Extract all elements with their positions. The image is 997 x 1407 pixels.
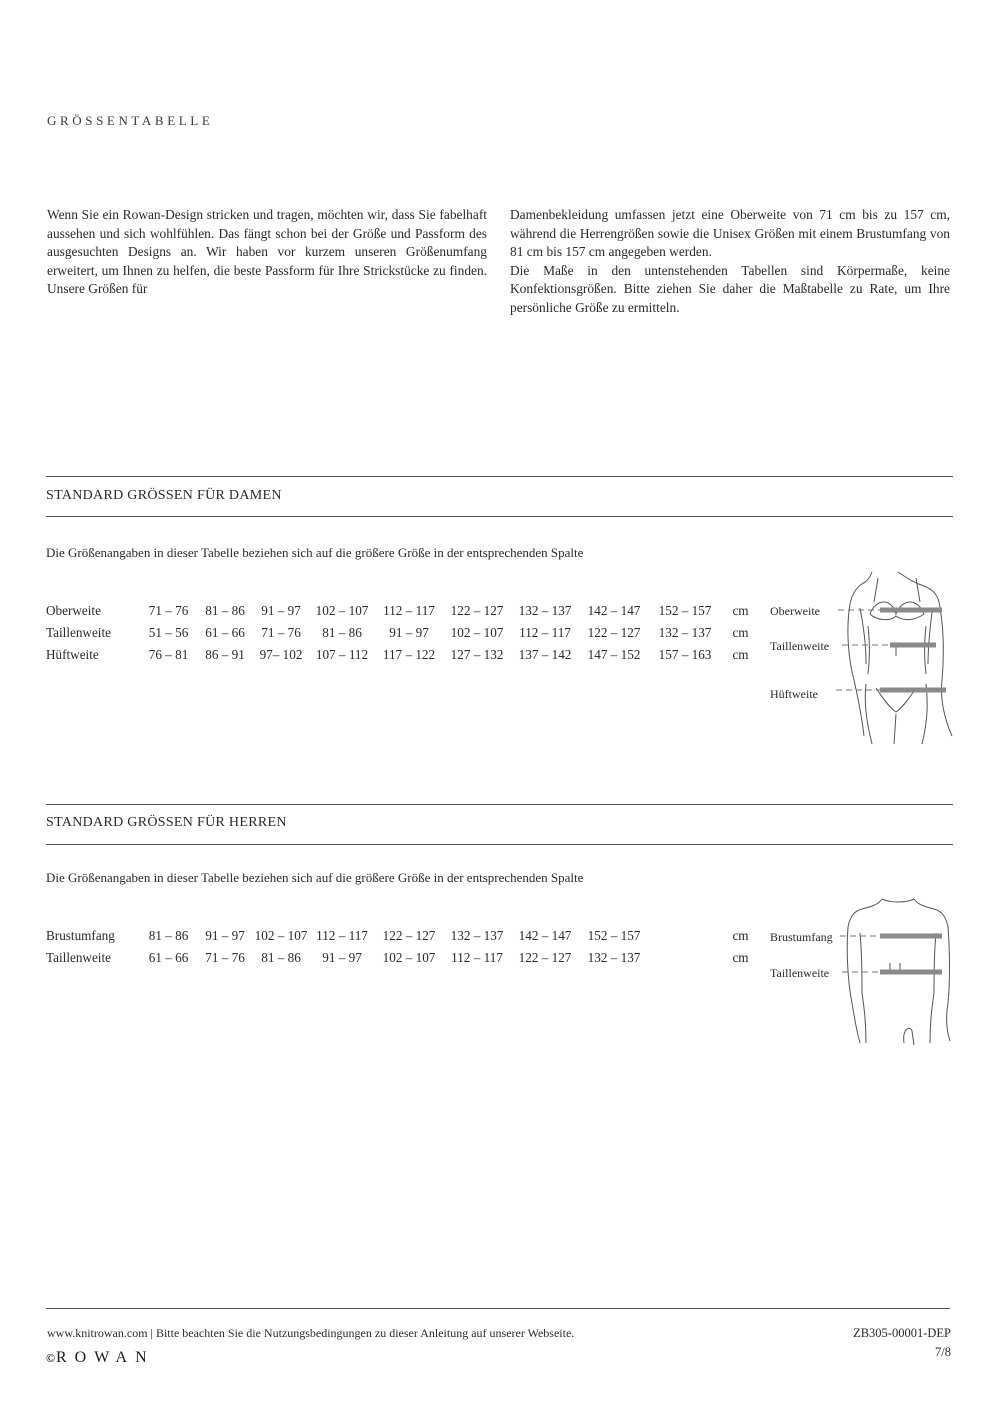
size-value: 61 – 66: [205, 625, 245, 640]
size-value: [649, 925, 721, 947]
size-value: 137 – 142: [518, 647, 572, 662]
size-value: 112 – 117: [316, 928, 368, 943]
intro-left-column: [47, 206, 487, 299]
size-value: 122 – 127: [587, 625, 641, 640]
size-table-herren: [46, 925, 760, 969]
page-number: 7/8: [935, 1345, 951, 1359]
section-divider: [46, 804, 953, 805]
size-value: 71 – 76: [261, 625, 301, 640]
unit-label: cm: [732, 625, 749, 640]
row-label: Taillenweite: [46, 950, 111, 965]
size-value: 91 – 97: [322, 950, 362, 965]
size-value: 81 – 86: [148, 928, 189, 943]
section-divider: [46, 476, 953, 477]
section-title-herren: STANDARD GRÖSSEN FÜR HERREN: [46, 815, 287, 830]
male-body-figure: [766, 893, 966, 1049]
size-value: 86 – 91: [205, 647, 245, 662]
row-label: Hüftweite: [46, 647, 99, 662]
size-value: 152 – 157: [658, 603, 712, 618]
intro-right-column: [510, 206, 950, 318]
figure-label: Taillenweite: [770, 966, 830, 980]
size-value: 157 – 163: [658, 647, 712, 662]
size-value: 102 – 107: [254, 928, 308, 943]
size-value: [649, 947, 721, 969]
size-value: 132 – 137: [450, 928, 504, 943]
section-divider: [46, 516, 953, 517]
size-value: 81 – 86: [322, 625, 362, 640]
section-title-damen: STANDARD GRÖSSEN FÜR DAMEN: [46, 488, 282, 503]
size-value: 122 – 127: [518, 950, 572, 965]
size-value: 102 – 107: [450, 625, 504, 640]
size-value: 51 – 56: [148, 625, 189, 640]
table-note-herren: Die Größenangaben in dieser Tabelle beziehen sich auf die größere Größe in der entsprechenden Spalte: [46, 870, 584, 885]
size-value: 81 – 86: [261, 950, 301, 965]
size-value: 76 – 81: [148, 647, 189, 662]
size-value: 127 – 132: [450, 647, 504, 662]
footer-divider: [46, 1308, 950, 1309]
size-value: 152 – 157: [587, 928, 641, 943]
table-row: [46, 600, 760, 622]
size-table-damen: [46, 600, 760, 666]
size-value: 81 – 86: [205, 603, 245, 618]
section-divider: [46, 844, 953, 845]
size-value: 132 – 137: [587, 950, 641, 965]
row-label: Oberweite: [46, 603, 101, 618]
footer-link-text[interactable]: www.knitrowan.com | Bitte beachten Sie die Nutzungsbedingungen zu dieser Anleitung auf unserer Webseite.: [47, 1326, 575, 1340]
size-value: 102 – 107: [382, 950, 436, 965]
logo-text: ROWAN: [55, 1349, 155, 1366]
size-value: 71 – 76: [148, 603, 189, 618]
unit-label: cm: [732, 603, 749, 618]
figure-label: Oberweite: [770, 604, 820, 618]
table-row: [46, 925, 760, 947]
rowan-logo: [46, 1349, 155, 1367]
size-value: 91 – 97: [389, 625, 429, 640]
size-value: 112 – 117: [383, 603, 435, 618]
size-value: 122 – 127: [382, 928, 436, 943]
unit-label: cm: [732, 647, 749, 662]
size-value: 132 – 137: [658, 625, 712, 640]
size-value: 142 – 147: [518, 928, 572, 943]
row-label: Taillenweite: [46, 625, 111, 640]
row-label: Brustumfang: [46, 928, 115, 943]
size-value: 147 – 152: [587, 647, 641, 662]
size-value: 102 – 107: [315, 603, 369, 618]
table-row: [46, 644, 760, 666]
size-value: 112 – 117: [519, 625, 571, 640]
size-value: 97– 102: [259, 647, 303, 662]
table-note-damen: Die Größenangaben in dieser Tabelle beziehen sich auf die größere Größe in der entsprechenden Spalte: [46, 545, 584, 560]
size-value: 107 – 112: [315, 647, 369, 662]
size-value: 71 – 76: [205, 950, 245, 965]
figure-label: Hüftweite: [770, 687, 818, 701]
female-body-figure: [766, 568, 966, 744]
intro-paragraph: Die Maße in den untenstehenden Tabellen sind Körpermaße, keine Konfektionsgrößen. Bitte ziehen Sie daher die Maßtabelle zu Rate, um Ihre persönliche Größe zu ermitteln.: [510, 262, 950, 315]
copyright-symbol: ©: [46, 1351, 55, 1365]
page-title: GRÖSSENTABELLE: [47, 113, 214, 128]
figure-label: Brustumfang: [770, 930, 833, 944]
figure-label: Taillenweite: [770, 639, 830, 653]
unit-label: cm: [732, 928, 749, 943]
size-value: 112 – 117: [451, 950, 503, 965]
size-value: 142 – 147: [587, 603, 641, 618]
unit-label: cm: [732, 950, 749, 965]
table-row: [46, 622, 760, 644]
size-value: 132 – 137: [518, 603, 572, 618]
size-value: 117 – 122: [382, 647, 436, 662]
intro-paragraph: Damenbekleidung umfassen jetzt eine Oberweite von 71 cm bis zu 157 cm, während die Herrengrößen sowie die Unisex Größen mit einem Brustumfang von 81 cm bis 157 cm angegeben werden.: [510, 207, 950, 260]
size-value: 61 – 66: [148, 950, 189, 965]
size-value: 91 – 97: [205, 928, 245, 943]
intro-paragraph: Wenn Sie ein Rowan-Design stricken und tragen, möchten wir, dass Sie fabelhaft aussehen und sich wohlfühlen. Das fängt schon bei der Größe und Passform des ausgesuchten Designs an. Wir haben vor kurzem unseren Größenumfang erweitert, um Ihnen zu helfen, die beste Passform für Ihre Strickstücke zu finden. Unsere Größen für: [47, 207, 487, 297]
size-value: 122 – 127: [450, 603, 504, 618]
size-value: 91 – 97: [261, 603, 301, 618]
table-row: [46, 947, 760, 969]
document-code: ZB305-00001-DEP: [853, 1326, 951, 1340]
